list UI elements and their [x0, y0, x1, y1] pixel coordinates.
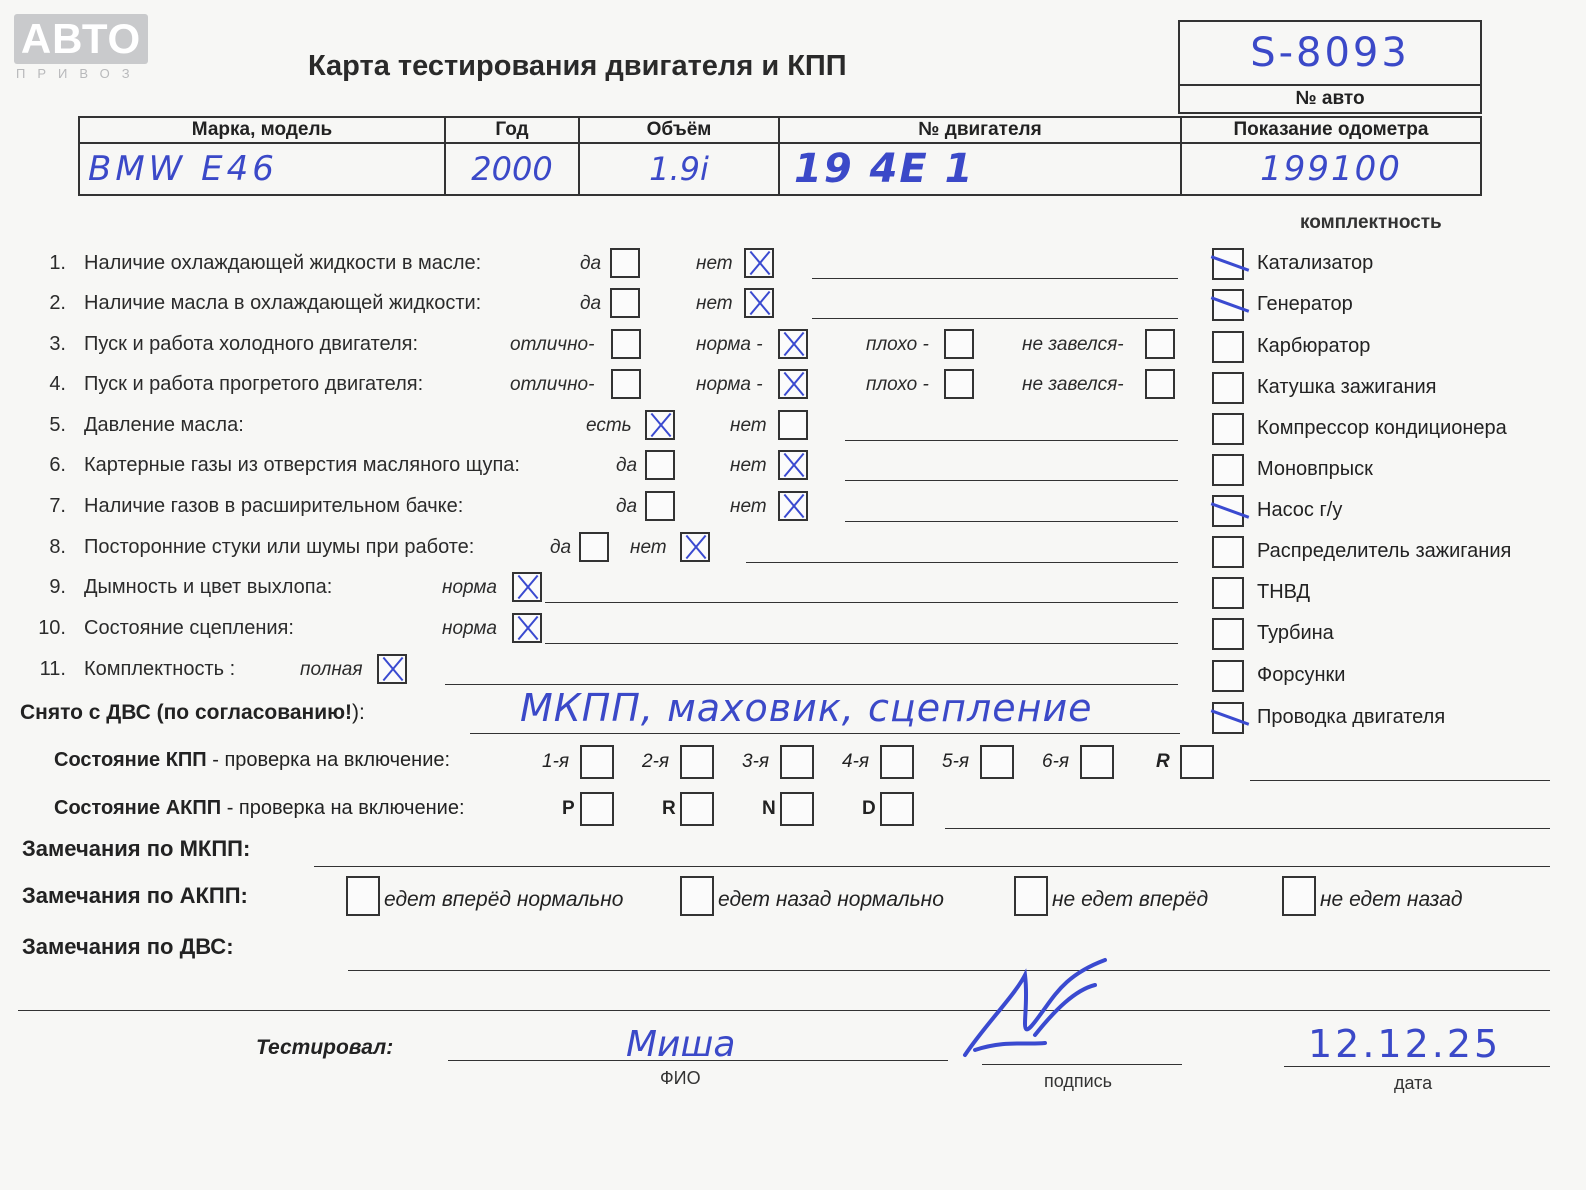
kpp-gear-checkbox[interactable] — [880, 745, 914, 779]
option-checkbox[interactable] — [512, 572, 542, 602]
option-label: нет — [696, 253, 733, 274]
note-line — [746, 562, 1178, 563]
question-number: 11. — [39, 658, 66, 680]
option-checkbox[interactable] — [778, 369, 808, 399]
option-label: нет — [696, 293, 733, 314]
kit-label: Катушка зажигания — [1257, 376, 1437, 398]
option-checkbox[interactable] — [579, 532, 609, 562]
option-checkbox[interactable] — [645, 450, 675, 480]
option-checkbox[interactable] — [944, 329, 974, 359]
option-checkbox[interactable] — [512, 613, 542, 643]
akpp-remark-checkbox[interactable] — [1282, 876, 1316, 916]
question-number: 7. — [49, 495, 66, 517]
remarks-mkpp-line — [314, 866, 1550, 867]
option-label: отлично- — [510, 374, 595, 395]
date-label: дата — [1394, 1073, 1433, 1093]
kpp-gear-checkbox[interactable] — [680, 745, 714, 779]
option-checkbox[interactable] — [1145, 329, 1175, 359]
remarks-dvs-line-2 — [18, 1010, 1550, 1011]
kpp-gear-checkbox[interactable] — [1180, 745, 1214, 779]
engine-no-value: 19 4E 1 — [794, 146, 975, 192]
col-make-model: Марка, модель — [79, 117, 445, 143]
question-label: Наличие газов в расширительном бачке: — [84, 495, 464, 517]
question-label: Наличие масла в охлаждающей жидкости: — [84, 292, 482, 314]
option-label: полная — [300, 659, 363, 680]
option-label: плохо - — [866, 334, 929, 355]
kit-label: Карбюратор — [1257, 335, 1371, 357]
kpp-gear-label: 6-я — [1042, 751, 1070, 772]
kit-label: Проводка двигателя — [1257, 706, 1446, 728]
question-number: 3. — [49, 333, 66, 355]
option-label: есть — [586, 415, 632, 436]
note-line — [845, 440, 1178, 441]
kit-checkbox[interactable] — [1212, 413, 1244, 445]
akpp-gear-checkbox[interactable] — [780, 792, 814, 826]
kpp-gear-checkbox[interactable] — [780, 745, 814, 779]
kit-checkbox[interactable] — [1212, 248, 1244, 280]
option-label: отлично- — [510, 334, 595, 355]
vehicle-info-table — [78, 116, 1482, 196]
akpp-remark-checkbox[interactable] — [680, 876, 714, 916]
kit-checkbox[interactable] — [1212, 660, 1244, 692]
kit-checkbox[interactable] — [1212, 372, 1244, 404]
tested-label: Тестировал: — [256, 1036, 394, 1059]
kit-label: Форсунки — [1257, 664, 1346, 686]
col-odometer: Показание одометра — [1181, 117, 1481, 143]
kit-label: Катализатор — [1257, 252, 1374, 274]
kpp-gear-checkbox[interactable] — [1080, 745, 1114, 779]
kit-label: Насос г/у — [1257, 499, 1343, 521]
signature-label: подпись — [1044, 1071, 1113, 1091]
note-line — [545, 602, 1178, 603]
question-label: Состояние сцепления: — [84, 617, 294, 639]
kit-label: Турбина — [1257, 622, 1334, 644]
akpp-label: Состояние АКПП - проверка на включение: — [54, 797, 465, 819]
option-checkbox[interactable] — [1145, 369, 1175, 399]
question-number: 1. — [49, 252, 66, 274]
auto-number-label: № авто — [1179, 85, 1481, 113]
option-checkbox[interactable] — [645, 491, 675, 521]
akpp-gear-checkbox[interactable] — [880, 792, 914, 826]
tester-name-value: Миша — [626, 1024, 736, 1065]
option-checkbox[interactable] — [645, 410, 675, 440]
akpp-remark-label: не едет вперёд — [1052, 888, 1209, 911]
page-title: Карта тестирования двигателя и КПП — [308, 50, 847, 82]
option-checkbox[interactable] — [611, 329, 641, 359]
option-label: нет — [630, 537, 667, 558]
fio-line — [448, 1060, 948, 1061]
kit-checkbox[interactable] — [1212, 577, 1244, 609]
option-label: нет — [730, 455, 767, 476]
option-label: да — [550, 537, 572, 558]
akpp-gear-checkbox[interactable] — [680, 792, 714, 826]
kpp-line — [1250, 780, 1550, 781]
question-number: 9. — [49, 576, 66, 598]
fio-label: ФИО — [660, 1068, 701, 1088]
kit-label: Моновпрыск — [1257, 458, 1373, 480]
col-volume: Объём — [579, 117, 779, 143]
kit-title: комплектность — [1300, 212, 1442, 233]
kit-checkbox[interactable] — [1212, 618, 1244, 650]
kit-checkbox[interactable] — [1212, 454, 1244, 486]
kit-label: Генератор — [1257, 293, 1353, 315]
question-number: 8. — [49, 536, 66, 558]
avto-logo-subtitle: ПРИВОЗ — [16, 66, 142, 81]
kpp-gear-label: 1-я — [542, 751, 570, 772]
option-checkbox[interactable] — [778, 450, 808, 480]
option-checkbox[interactable] — [744, 288, 774, 318]
kit-checkbox[interactable] — [1212, 495, 1244, 527]
option-checkbox[interactable] — [377, 654, 407, 684]
date-value: 12.12.25 — [1308, 1022, 1502, 1066]
option-checkbox[interactable] — [778, 491, 808, 521]
question-label: Картерные газы из отверстия масляного щупа: — [84, 454, 520, 476]
option-checkbox[interactable] — [944, 369, 974, 399]
akpp-remark-label: едет вперёд нормально — [384, 888, 624, 911]
remarks-dvs-label: Замечания по ДВС: — [22, 934, 234, 959]
option-checkbox[interactable] — [611, 369, 641, 399]
akpp-gear-label: R — [662, 798, 676, 819]
removed-value: МКПП, маховик, сцепление — [520, 686, 1093, 730]
note-line — [545, 643, 1178, 644]
year-value: 2000 — [471, 150, 553, 188]
question-number: 2. — [49, 292, 66, 314]
remarks-dvs-line — [348, 970, 1550, 971]
date-line — [1284, 1066, 1550, 1067]
note-line — [845, 480, 1178, 481]
note-line — [812, 318, 1178, 319]
question-number: 10. — [38, 617, 66, 639]
akpp-remark-checkbox[interactable] — [1014, 876, 1048, 916]
kpp-gear-label: 2-я — [642, 751, 670, 772]
option-label: да — [616, 455, 638, 476]
kpp-gear-label: 5-я — [942, 751, 970, 772]
option-label: да — [580, 293, 602, 314]
avto-logo: АВТО — [14, 14, 148, 64]
note-line — [845, 521, 1178, 522]
akpp-remark-label: едет назад нормально — [718, 888, 944, 911]
kit-label: Распределитель зажигания — [1257, 540, 1512, 562]
question-label: Пуск и работа прогретого двигателя: — [84, 373, 424, 395]
option-checkbox[interactable] — [610, 288, 640, 318]
option-label: не завелся- — [1022, 374, 1124, 395]
option-label: нет — [730, 415, 767, 436]
kit-checkbox[interactable] — [1212, 536, 1244, 568]
kpp-gear-checkbox[interactable] — [980, 745, 1014, 779]
kit-checkbox[interactable] — [1212, 289, 1244, 321]
option-label: нет — [730, 496, 767, 517]
signature-line — [982, 1064, 1182, 1065]
kpp-gear-label: R — [1156, 751, 1170, 772]
kit-checkbox[interactable] — [1212, 702, 1244, 734]
question-label: Посторонние стуки или шумы при работе: — [84, 536, 475, 558]
akpp-gear-label: D — [862, 798, 876, 819]
question-label: Давление масла: — [84, 414, 244, 436]
question-number: 4. — [49, 373, 66, 395]
option-label: норма - — [696, 374, 763, 395]
kit-label: ТНВД — [1257, 581, 1311, 603]
volume-value: 1.9i — [649, 150, 709, 188]
akpp-remark-label: не едет назад — [1320, 888, 1463, 911]
question-number: 6. — [49, 454, 66, 476]
col-engine-no: № двигателя — [779, 117, 1181, 143]
option-checkbox[interactable] — [744, 248, 774, 278]
option-checkbox[interactable] — [610, 248, 640, 278]
question-label: Наличие охлаждающей жидкости в масле: — [84, 252, 482, 274]
remarks-mkpp-label: Замечания по МКПП: — [22, 836, 251, 861]
option-label: норма — [442, 577, 497, 598]
question-label: Пуск и работа холодного двигателя: — [84, 333, 419, 355]
odometer-value: 199100 — [1260, 149, 1402, 189]
kpp-label: Состояние КПП - проверка на включение: — [54, 749, 451, 771]
kpp-gear-checkbox[interactable] — [580, 745, 614, 779]
option-label: норма - — [696, 334, 763, 355]
option-label: да — [580, 253, 602, 274]
removed-label: Снято с ДВС (по согласованию!): — [20, 701, 365, 724]
make-model-value: BMW E46 — [88, 149, 278, 189]
kit-label: Компрессор кондиционера — [1257, 417, 1507, 439]
akpp-remark-checkbox[interactable] — [346, 876, 380, 916]
option-label: плохо - — [866, 374, 929, 395]
akpp-gear-label: N — [762, 798, 776, 819]
removed-line — [470, 733, 1180, 734]
auto-number-table — [1178, 20, 1482, 114]
option-label: не завелся- — [1022, 334, 1124, 355]
kit-checkbox[interactable] — [1212, 331, 1244, 363]
question-label: Дымность и цвет выхлопа: — [84, 576, 333, 598]
akpp-line — [945, 828, 1550, 829]
auto-number-value: S-8093 — [1250, 30, 1410, 76]
option-checkbox[interactable] — [778, 329, 808, 359]
note-line — [812, 278, 1178, 279]
signature-mark — [955, 955, 1125, 1065]
option-checkbox[interactable] — [778, 410, 808, 440]
akpp-gear-checkbox[interactable] — [580, 792, 614, 826]
question-number: 5. — [49, 414, 66, 436]
option-label: да — [616, 496, 638, 517]
kpp-gear-label: 3-я — [742, 751, 770, 772]
kpp-gear-label: 4-я — [842, 751, 870, 772]
note-line — [445, 684, 1178, 685]
akpp-gear-label: P — [562, 798, 575, 819]
option-checkbox[interactable] — [680, 532, 710, 562]
option-label: норма — [442, 618, 497, 639]
remarks-akpp-label: Замечания по АКПП: — [22, 883, 248, 908]
question-label: Комплектность : — [84, 658, 236, 680]
col-year: Год — [445, 117, 579, 143]
